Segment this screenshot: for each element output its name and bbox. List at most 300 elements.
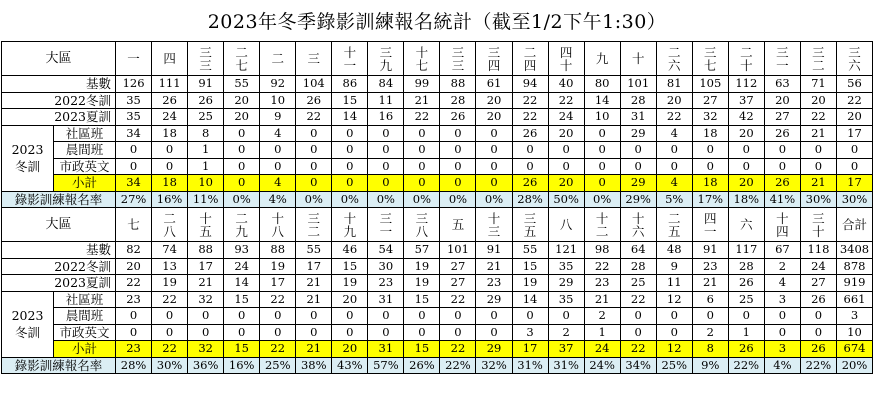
summer2023-cell: 27 <box>764 109 800 126</box>
civic-row <box>2 324 873 341</box>
subtotal-cell: 0 <box>476 175 512 192</box>
base-cell: 55 <box>224 76 260 93</box>
rate-cell: 4% <box>260 191 296 208</box>
district-column-header: 七 <box>116 208 152 242</box>
civic-cell: 0 <box>620 324 656 341</box>
civic-cell: 0 <box>476 158 512 175</box>
subtotal-cell: 20 <box>548 175 584 192</box>
summer2023-cell: 23 <box>584 275 620 292</box>
morning-cell: 3 <box>836 308 872 325</box>
subtotal-cell: 22 <box>260 341 296 358</box>
civic-cell: 0 <box>332 158 368 175</box>
morning-label: 晨間班 <box>54 308 116 325</box>
district-column-header: 合計 <box>836 208 872 242</box>
community-cell: 31 <box>368 291 404 308</box>
winter2022-cell: 9 <box>656 258 692 275</box>
civic-cell: 1 <box>188 158 224 175</box>
civic-label: 市政英文 <box>54 324 116 341</box>
summer2023-cell: 9 <box>260 109 296 126</box>
summer2023-cell: 21 <box>296 275 332 292</box>
summer2023-cell: 20 <box>476 109 512 126</box>
base-cell: 40 <box>548 76 584 93</box>
district-column-header: 十 二 <box>584 208 620 242</box>
morning-cell: 0 <box>512 142 548 159</box>
community-cell: 26 <box>512 125 548 142</box>
base-cell: 88 <box>188 242 224 259</box>
district-column-header: 四 十 <box>548 42 584 76</box>
base-cell: 74 <box>152 242 188 259</box>
rate-cell: 30% <box>800 191 836 208</box>
community-row <box>2 125 873 142</box>
winter2022-cell: 20 <box>800 92 836 109</box>
winter2022-cell: 22 <box>512 92 548 109</box>
winter2022-cell: 28 <box>728 258 764 275</box>
winter2022-cell: 15 <box>332 258 368 275</box>
base-cell: 64 <box>620 242 656 259</box>
rate-cell: 38% <box>296 357 332 374</box>
civic-cell: 0 <box>440 324 476 341</box>
base-cell: 63 <box>764 76 800 93</box>
civic-cell: 0 <box>656 324 692 341</box>
rate-cell: 25% <box>656 357 692 374</box>
morning-cell: 0 <box>368 308 404 325</box>
summer2023-cell: 22 <box>800 109 836 126</box>
civic-cell: 0 <box>620 158 656 175</box>
base-row <box>2 76 873 93</box>
rate-cell: 18% <box>728 191 764 208</box>
winter2022-cell: 15 <box>512 258 548 275</box>
winter2022-cell: 19 <box>404 258 440 275</box>
community-cell: 25 <box>728 291 764 308</box>
base-cell: 101 <box>440 242 476 259</box>
subtotal-cell: 20 <box>332 341 368 358</box>
rate-cell: 0% <box>476 191 512 208</box>
district-column-header: 十 七 <box>404 42 440 76</box>
morning-cell: 0 <box>116 308 152 325</box>
district-column-header: 六 <box>728 208 764 242</box>
morning-cell: 2 <box>584 308 620 325</box>
winter2022-row <box>2 92 873 109</box>
summer2023-cell: 26 <box>440 109 476 126</box>
civic-cell: 0 <box>224 158 260 175</box>
subtotal-cell: 22 <box>152 341 188 358</box>
morning-cell: 0 <box>440 308 476 325</box>
community-cell: 15 <box>404 291 440 308</box>
civic-cell: 0 <box>800 158 836 175</box>
rate-cell: 32% <box>476 357 512 374</box>
winter2022-cell: 26 <box>296 92 332 109</box>
summer2023-cell: 19 <box>152 275 188 292</box>
civic-cell: 0 <box>296 158 332 175</box>
winter2022-cell: 22 <box>548 92 584 109</box>
community-cell: 0 <box>440 125 476 142</box>
rate-cell: 22% <box>728 357 764 374</box>
subtotal-row <box>2 175 873 192</box>
winter2022-cell: 2 <box>764 258 800 275</box>
winter2022-cell: 26 <box>188 92 224 109</box>
subtotal-cell: 26 <box>512 175 548 192</box>
base-cell: 3408 <box>836 242 872 259</box>
rate-cell: 0% <box>332 191 368 208</box>
base-cell: 88 <box>440 76 476 93</box>
base-cell: 91 <box>188 76 224 93</box>
winter2022-cell: 26 <box>152 92 188 109</box>
rate-cell: 34% <box>620 357 656 374</box>
summer2023-cell: 21 <box>692 275 728 292</box>
district-column-header: 八 <box>548 208 584 242</box>
community-cell: 20 <box>332 291 368 308</box>
rate-cell: 0% <box>224 191 260 208</box>
summer2023-row <box>2 109 873 126</box>
rate-cell: 30% <box>152 357 188 374</box>
rate-cell: 31% <box>512 357 548 374</box>
subtotal-cell: 29 <box>476 341 512 358</box>
subtotal-cell: 22 <box>440 341 476 358</box>
community-cell: 35 <box>548 291 584 308</box>
community-cell: 0 <box>368 125 404 142</box>
rate-cell: 17% <box>692 191 728 208</box>
summer2023-cell: 22 <box>116 275 152 292</box>
subtotal-cell: 26 <box>764 175 800 192</box>
morning-cell: 0 <box>152 308 188 325</box>
morning-cell: 0 <box>620 142 656 159</box>
base-cell: 82 <box>116 242 152 259</box>
base-cell: 71 <box>800 76 836 93</box>
summer2023-cell: 25 <box>188 109 224 126</box>
community-cell: 15 <box>224 291 260 308</box>
district-column-header: 十 六 <box>620 208 656 242</box>
winter2022-cell: 28 <box>620 92 656 109</box>
civic-cell: 2 <box>548 324 584 341</box>
subtotal-cell: 15 <box>224 341 260 358</box>
base-cell: 105 <box>692 76 728 93</box>
base-cell: 98 <box>584 242 620 259</box>
winter2022-cell: 19 <box>260 258 296 275</box>
subtotal-cell: 26 <box>728 341 764 358</box>
morning-cell: 0 <box>620 308 656 325</box>
summer2023-cell: 42 <box>728 109 764 126</box>
summer2023-row <box>2 275 873 292</box>
winter2022-cell: 35 <box>548 258 584 275</box>
district-column-header: 三 四 <box>476 42 512 76</box>
community-label: 社區班 <box>54 125 116 142</box>
community-cell: 26 <box>800 291 836 308</box>
rate-cell: 22% <box>440 357 476 374</box>
subtotal-cell: 18 <box>692 175 728 192</box>
base-cell: 94 <box>512 76 548 93</box>
morning-row <box>2 308 873 325</box>
winter2022-cell: 27 <box>692 92 728 109</box>
base-cell: 56 <box>836 76 872 93</box>
rate-cell: 25% <box>260 357 296 374</box>
page-title: 2023年冬季錄影訓練報名統計（截至1/2下午1:30） <box>207 11 667 33</box>
subtotal-label: 小計 <box>54 341 116 358</box>
winter2022-cell: 27 <box>440 258 476 275</box>
morning-cell: 0 <box>116 142 152 159</box>
base-cell: 92 <box>260 76 296 93</box>
civic-cell: 3 <box>512 324 548 341</box>
community-cell: 18 <box>152 125 188 142</box>
civic-cell: 0 <box>728 158 764 175</box>
district-header-row <box>2 42 873 76</box>
morning-cell: 1 <box>188 142 224 159</box>
summer2023-cell: 26 <box>728 275 764 292</box>
community-cell: 23 <box>116 291 152 308</box>
winter2022-label: 2022冬訓 <box>2 258 116 275</box>
civic-cell: 0 <box>800 324 836 341</box>
subtotal-cell: 26 <box>800 341 836 358</box>
civic-row <box>2 158 873 175</box>
summer2023-cell: 22 <box>404 109 440 126</box>
base-cell: 54 <box>368 242 404 259</box>
base-label: 基數 <box>2 76 116 93</box>
district-column-header: 九 <box>584 42 620 76</box>
summer2023-cell: 35 <box>116 109 152 126</box>
subtotal-cell: 17 <box>512 341 548 358</box>
subtotal-cell: 12 <box>656 341 692 358</box>
winter2022-cell: 15 <box>332 92 368 109</box>
civic-cell: 0 <box>296 324 332 341</box>
winter2022-cell: 24 <box>800 258 836 275</box>
district-column-header: 三 一 <box>764 42 800 76</box>
morning-cell: 0 <box>332 308 368 325</box>
subtotal-cell: 29 <box>620 175 656 192</box>
summer2023-cell: 22 <box>512 109 548 126</box>
base-cell: 101 <box>620 76 656 93</box>
subtotal-cell: 0 <box>584 175 620 192</box>
winter2022-cell: 20 <box>116 258 152 275</box>
civic-cell: 0 <box>260 158 296 175</box>
winter2022-cell: 30 <box>368 258 404 275</box>
base-cell: 88 <box>260 242 296 259</box>
summer2023-cell: 4 <box>764 275 800 292</box>
district-column-header: 十 三 <box>476 208 512 242</box>
district-column-header: 十 一 <box>332 42 368 76</box>
base-cell: 91 <box>692 242 728 259</box>
civic-cell: 0 <box>692 158 728 175</box>
base-cell: 81 <box>656 76 692 93</box>
subtotal-cell: 37 <box>548 341 584 358</box>
morning-cell: 0 <box>476 308 512 325</box>
civic-cell: 0 <box>368 324 404 341</box>
subtotal-cell: 21 <box>296 341 332 358</box>
district-column-header: 三 九 <box>368 42 404 76</box>
subtotal-cell: 4 <box>260 175 296 192</box>
rate-cell: 0% <box>404 191 440 208</box>
base-cell: 55 <box>296 242 332 259</box>
morning-cell: 0 <box>584 142 620 159</box>
district-column-header: 三 十 <box>800 208 836 242</box>
district-column-header: 四 一 <box>692 208 728 242</box>
community-cell: 34 <box>116 125 152 142</box>
community-cell: 12 <box>656 291 692 308</box>
community-cell: 32 <box>188 291 224 308</box>
base-cell: 57 <box>404 242 440 259</box>
district-header-row <box>2 208 873 242</box>
district-column-header: 三 七 <box>692 42 728 76</box>
subtotal-cell: 31 <box>368 341 404 358</box>
subtotal-cell: 3 <box>764 341 800 358</box>
community-cell: 661 <box>836 291 872 308</box>
rate-cell: 28% <box>512 191 548 208</box>
morning-cell: 0 <box>152 142 188 159</box>
summer2023-cell: 24 <box>152 109 188 126</box>
district-column-header: 三 二 <box>296 208 332 242</box>
district-column-header: 二 七 <box>224 42 260 76</box>
winter2022-cell: 24 <box>224 258 260 275</box>
rate-cell: 4% <box>764 357 800 374</box>
rate-cell: 24% <box>584 357 620 374</box>
subtotal-cell: 10 <box>188 175 224 192</box>
rate-cell: 11% <box>188 191 224 208</box>
summer2023-label: 2023夏訓 <box>2 275 116 292</box>
base-cell: 46 <box>332 242 368 259</box>
morning-cell: 0 <box>404 308 440 325</box>
morning-cell: 0 <box>836 142 872 159</box>
subtotal-cell: 0 <box>368 175 404 192</box>
registration-stats-table <box>1 41 873 374</box>
subtotal-cell: 4 <box>656 175 692 192</box>
rate-label: 錄影訓練報名率 <box>2 357 116 374</box>
community-cell: 26 <box>764 125 800 142</box>
winter2022-cell: 11 <box>368 92 404 109</box>
district-column-header: 三 八 <box>404 208 440 242</box>
winter2022-cell: 28 <box>440 92 476 109</box>
morning-cell: 0 <box>656 142 692 159</box>
summer2023-cell: 32 <box>692 109 728 126</box>
rate-cell: 57% <box>368 357 404 374</box>
civic-cell: 0 <box>404 158 440 175</box>
summer2023-label: 2023夏訓 <box>2 109 116 126</box>
district-column-header: 二 九 <box>224 208 260 242</box>
rate-cell: 31% <box>548 357 584 374</box>
summer2023-cell: 29 <box>548 275 584 292</box>
subtotal-cell: 0 <box>332 175 368 192</box>
rate-cell: 22% <box>800 357 836 374</box>
community-cell: 0 <box>296 125 332 142</box>
rate-cell: 41% <box>764 191 800 208</box>
district-column-header: 二 六 <box>656 42 692 76</box>
community-cell: 4 <box>656 125 692 142</box>
rate-cell: 28% <box>116 357 152 374</box>
summer2023-cell: 17 <box>260 275 296 292</box>
rate-cell: 9% <box>692 357 728 374</box>
community-cell: 0 <box>332 125 368 142</box>
civic-cell: 0 <box>116 158 152 175</box>
winter2022-label: 2022冬訓 <box>2 92 116 109</box>
morning-cell: 0 <box>764 142 800 159</box>
winter2022-cell: 28 <box>620 258 656 275</box>
base-cell: 126 <box>116 76 152 93</box>
district-column-header: 三 二 <box>800 42 836 76</box>
community-cell: 3 <box>764 291 800 308</box>
district-column-header: 二 五 <box>656 208 692 242</box>
subtotal-cell: 18 <box>152 175 188 192</box>
base-cell: 61 <box>476 76 512 93</box>
rate-cell: 50% <box>548 191 584 208</box>
morning-cell: 0 <box>728 308 764 325</box>
morning-cell: 0 <box>440 142 476 159</box>
summer2023-cell: 24 <box>548 109 584 126</box>
summer2023-cell: 20 <box>836 109 872 126</box>
community-cell: 0 <box>584 125 620 142</box>
winter2022-cell: 878 <box>836 258 872 275</box>
rate-cell: 29% <box>620 191 656 208</box>
morning-cell: 0 <box>512 308 548 325</box>
civic-cell: 0 <box>476 324 512 341</box>
base-cell: 118 <box>800 242 836 259</box>
morning-cell: 0 <box>656 308 692 325</box>
winter2023-group-label: 2023 冬訓 <box>2 291 54 357</box>
subtotal-cell: 0 <box>404 175 440 192</box>
base-cell: 86 <box>332 76 368 93</box>
summer2023-cell: 919 <box>836 275 872 292</box>
base-cell: 91 <box>476 242 512 259</box>
subtotal-label: 小計 <box>54 175 116 192</box>
base-cell: 84 <box>368 76 404 93</box>
subtotal-row <box>2 341 873 358</box>
winter2022-cell: 17 <box>188 258 224 275</box>
summer2023-cell: 27 <box>800 275 836 292</box>
civic-cell: 1 <box>584 324 620 341</box>
district-column-header: 三 <box>296 42 332 76</box>
subtotal-cell: 20 <box>728 175 764 192</box>
morning-label: 晨間班 <box>54 142 116 159</box>
morning-cell: 0 <box>332 142 368 159</box>
rate-row <box>2 357 873 374</box>
district-column-header: 三 三 <box>440 42 476 76</box>
morning-cell: 0 <box>692 308 728 325</box>
summer2023-cell: 23 <box>476 275 512 292</box>
morning-cell: 0 <box>548 308 584 325</box>
community-cell: 21 <box>296 291 332 308</box>
summer2023-cell: 20 <box>224 109 260 126</box>
community-cell: 22 <box>152 291 188 308</box>
rate-cell: 26% <box>404 357 440 374</box>
community-cell: 20 <box>548 125 584 142</box>
rate-cell: 20% <box>836 357 872 374</box>
district-label: 大區 <box>2 208 116 242</box>
winter2022-cell: 22 <box>584 258 620 275</box>
summer2023-cell: 27 <box>440 275 476 292</box>
community-cell: 4 <box>260 125 296 142</box>
civic-cell: 0 <box>656 158 692 175</box>
civic-cell: 0 <box>764 324 800 341</box>
morning-cell: 0 <box>260 308 296 325</box>
summer2023-cell: 10 <box>584 109 620 126</box>
community-cell: 29 <box>620 125 656 142</box>
district-column-header: 四 <box>152 42 188 76</box>
winter2022-cell: 20 <box>764 92 800 109</box>
civic-cell: 0 <box>548 158 584 175</box>
base-cell: 55 <box>512 242 548 259</box>
winter2022-cell: 20 <box>476 92 512 109</box>
district-column-header: 十 八 <box>260 208 296 242</box>
rate-cell: 27% <box>116 191 152 208</box>
rate-label: 錄影訓練報名率 <box>2 191 116 208</box>
civic-cell: 0 <box>260 324 296 341</box>
morning-cell: 0 <box>476 142 512 159</box>
district-column-header: 十 九 <box>332 208 368 242</box>
community-cell: 17 <box>836 125 872 142</box>
rate-cell: 0% <box>368 191 404 208</box>
morning-cell: 0 <box>548 142 584 159</box>
summer2023-cell: 16 <box>368 109 404 126</box>
community-cell: 20 <box>728 125 764 142</box>
civic-cell: 0 <box>512 158 548 175</box>
morning-cell: 0 <box>296 308 332 325</box>
morning-cell: 0 <box>260 142 296 159</box>
